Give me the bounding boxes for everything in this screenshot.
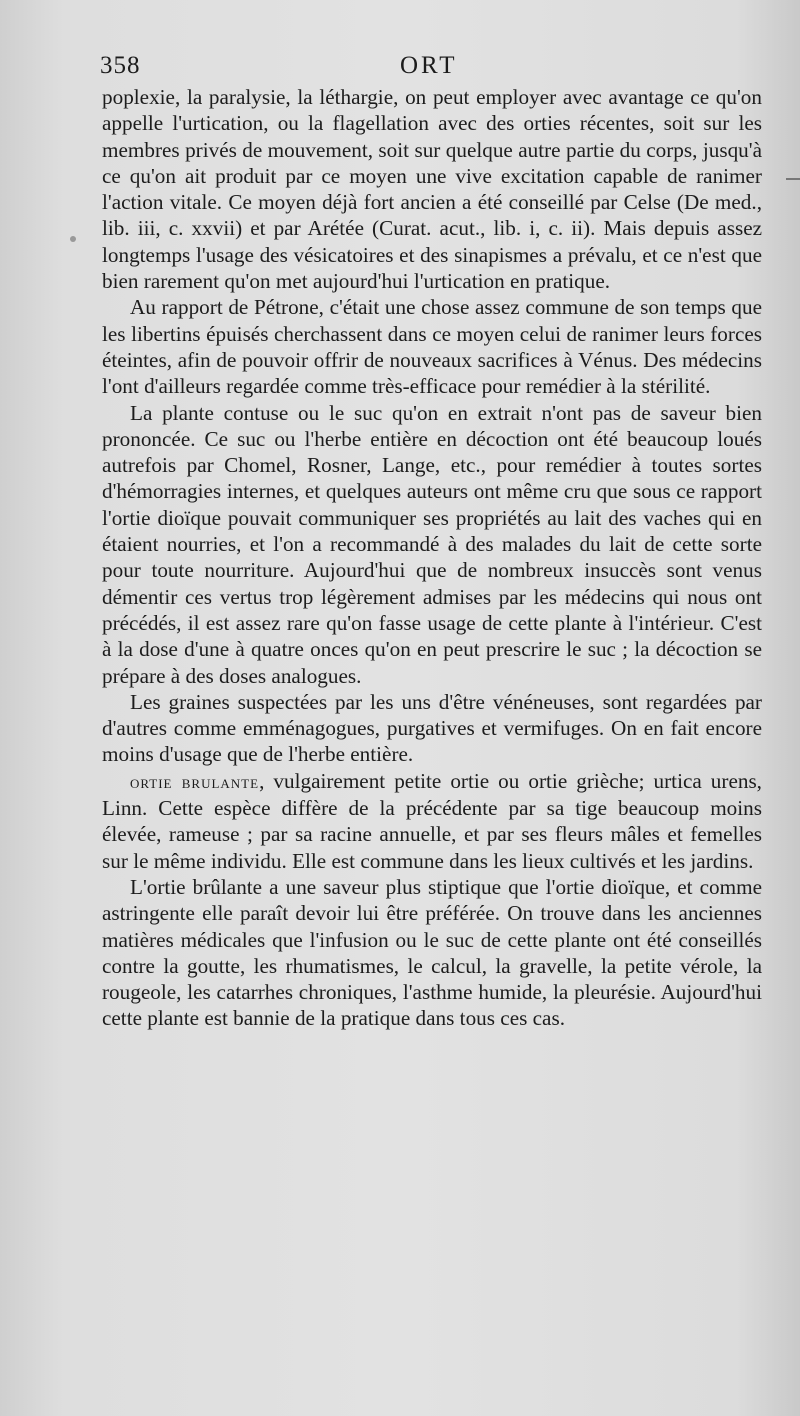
entry-heading: ortie brulante xyxy=(130,771,260,792)
margin-mark-right xyxy=(786,178,800,180)
paragraph-4: Les graines suspectées par les uns d'être vénéneuses, sont regardées par d'autres comme emménagogues, purgatives et vermifuges. On en fait encore moins d'usage que de l'herbe entière. xyxy=(102,689,762,767)
page-header xyxy=(100,50,760,84)
paragraph-1: poplexie, la paralysie, la léthargie, on peut employer avec avantage ce qu'on appelle l'urtication, ou la flagellation avec des orties récentes, soit sur les membres privés de mouvement, soit sur quelque autre partie du corps, jusqu'à ce qu'on ait produit par ce moyen une vive excitation capable de ranimer l'action vitale. Ce moyen déjà fort ancien a été conseillé par Celse (De med., lib. iii, c. xxvii) et par Arétée (Curat. acut., lib. i, c. ii). Mais depuis assez longtemps l'usage des vésicatoires et des sinapismes a prévalu, et ce n'est que bien rarement qu'on met aujourd'hui l'urtication en pratique. xyxy=(102,85,762,294)
paragraph-5 xyxy=(102,768,762,874)
paragraph-6: L'ortie brûlante a une saveur plus stiptique que l'ortie dioïque, et comme astringente elle paraît devoir lui être préférée. On trouve dans les anciennes matières médicales que l'infusion ou le suc de cette plante ont été conseillés contre la goutte, les rhumatismes, le calcul, la gravelle, la petite vérole, la rougeole, les catarrhes chroniques, l'asthme humide, la pleurésie. Aujourd'hui cette plante est bannie de la pratique dans tous ces cas. xyxy=(102,874,762,1031)
entry-text: , vulgairement petite ortie ou ortie grièche; urtica urens, Linn. Cette espèce diffère de la précédente par sa tige beaucoup moins élevée, rameuse ; par sa racine annuelle, et par ses fleurs mâles et femelles sur le même individu. Elle est commune dans les lieux cultivés et les jardins. xyxy=(102,768,762,873)
paragraph-3: La plante contuse ou le suc qu'on en extrait n'ont pas de saveur bien prononcée. Ce suc ou l'herbe entière en décoction ont été beaucoup loués autrefois par Chomel, Rosner, Lange, etc., pour remédier à toutes sortes d'hémorragies internes, et quelques auteurs ont même cru que sous ce rapport l'ortie dioïque pouvait communiquer ses propriétés au lait des vaches qui en étaient nourries, et l'on a recommandé à des malades du lait de cette sorte pour toute nourriture. Aujourd'hui que de nombreux insuccès sont venus démentir ces vertus trop légèrement admises par les médecins qui nous ont précédés, il est assez rare qu'on fasse usage de cette plante à l'intérieur. C'est à la dose d'une à quatre onces qu'on en peut prescrire le suc ; la décoction se prépare à des doses analogues. xyxy=(102,400,762,688)
body-text xyxy=(102,84,762,1032)
margin-dot-left xyxy=(70,236,76,242)
running-head: ORT xyxy=(400,52,458,79)
paragraph-2: Au rapport de Pétrone, c'était une chose assez commune de son temps que les libertins épuisés cherchassent dans ce moyen celui de ranimer leurs forces éteintes, afin de pouvoir offrir de nouveaux sacrifices à Vénus. Des médecins l'ont d'ailleurs regardée comme très-efficace pour remédier à la stérilité. xyxy=(102,295,762,399)
page-number: 358 xyxy=(100,52,141,79)
